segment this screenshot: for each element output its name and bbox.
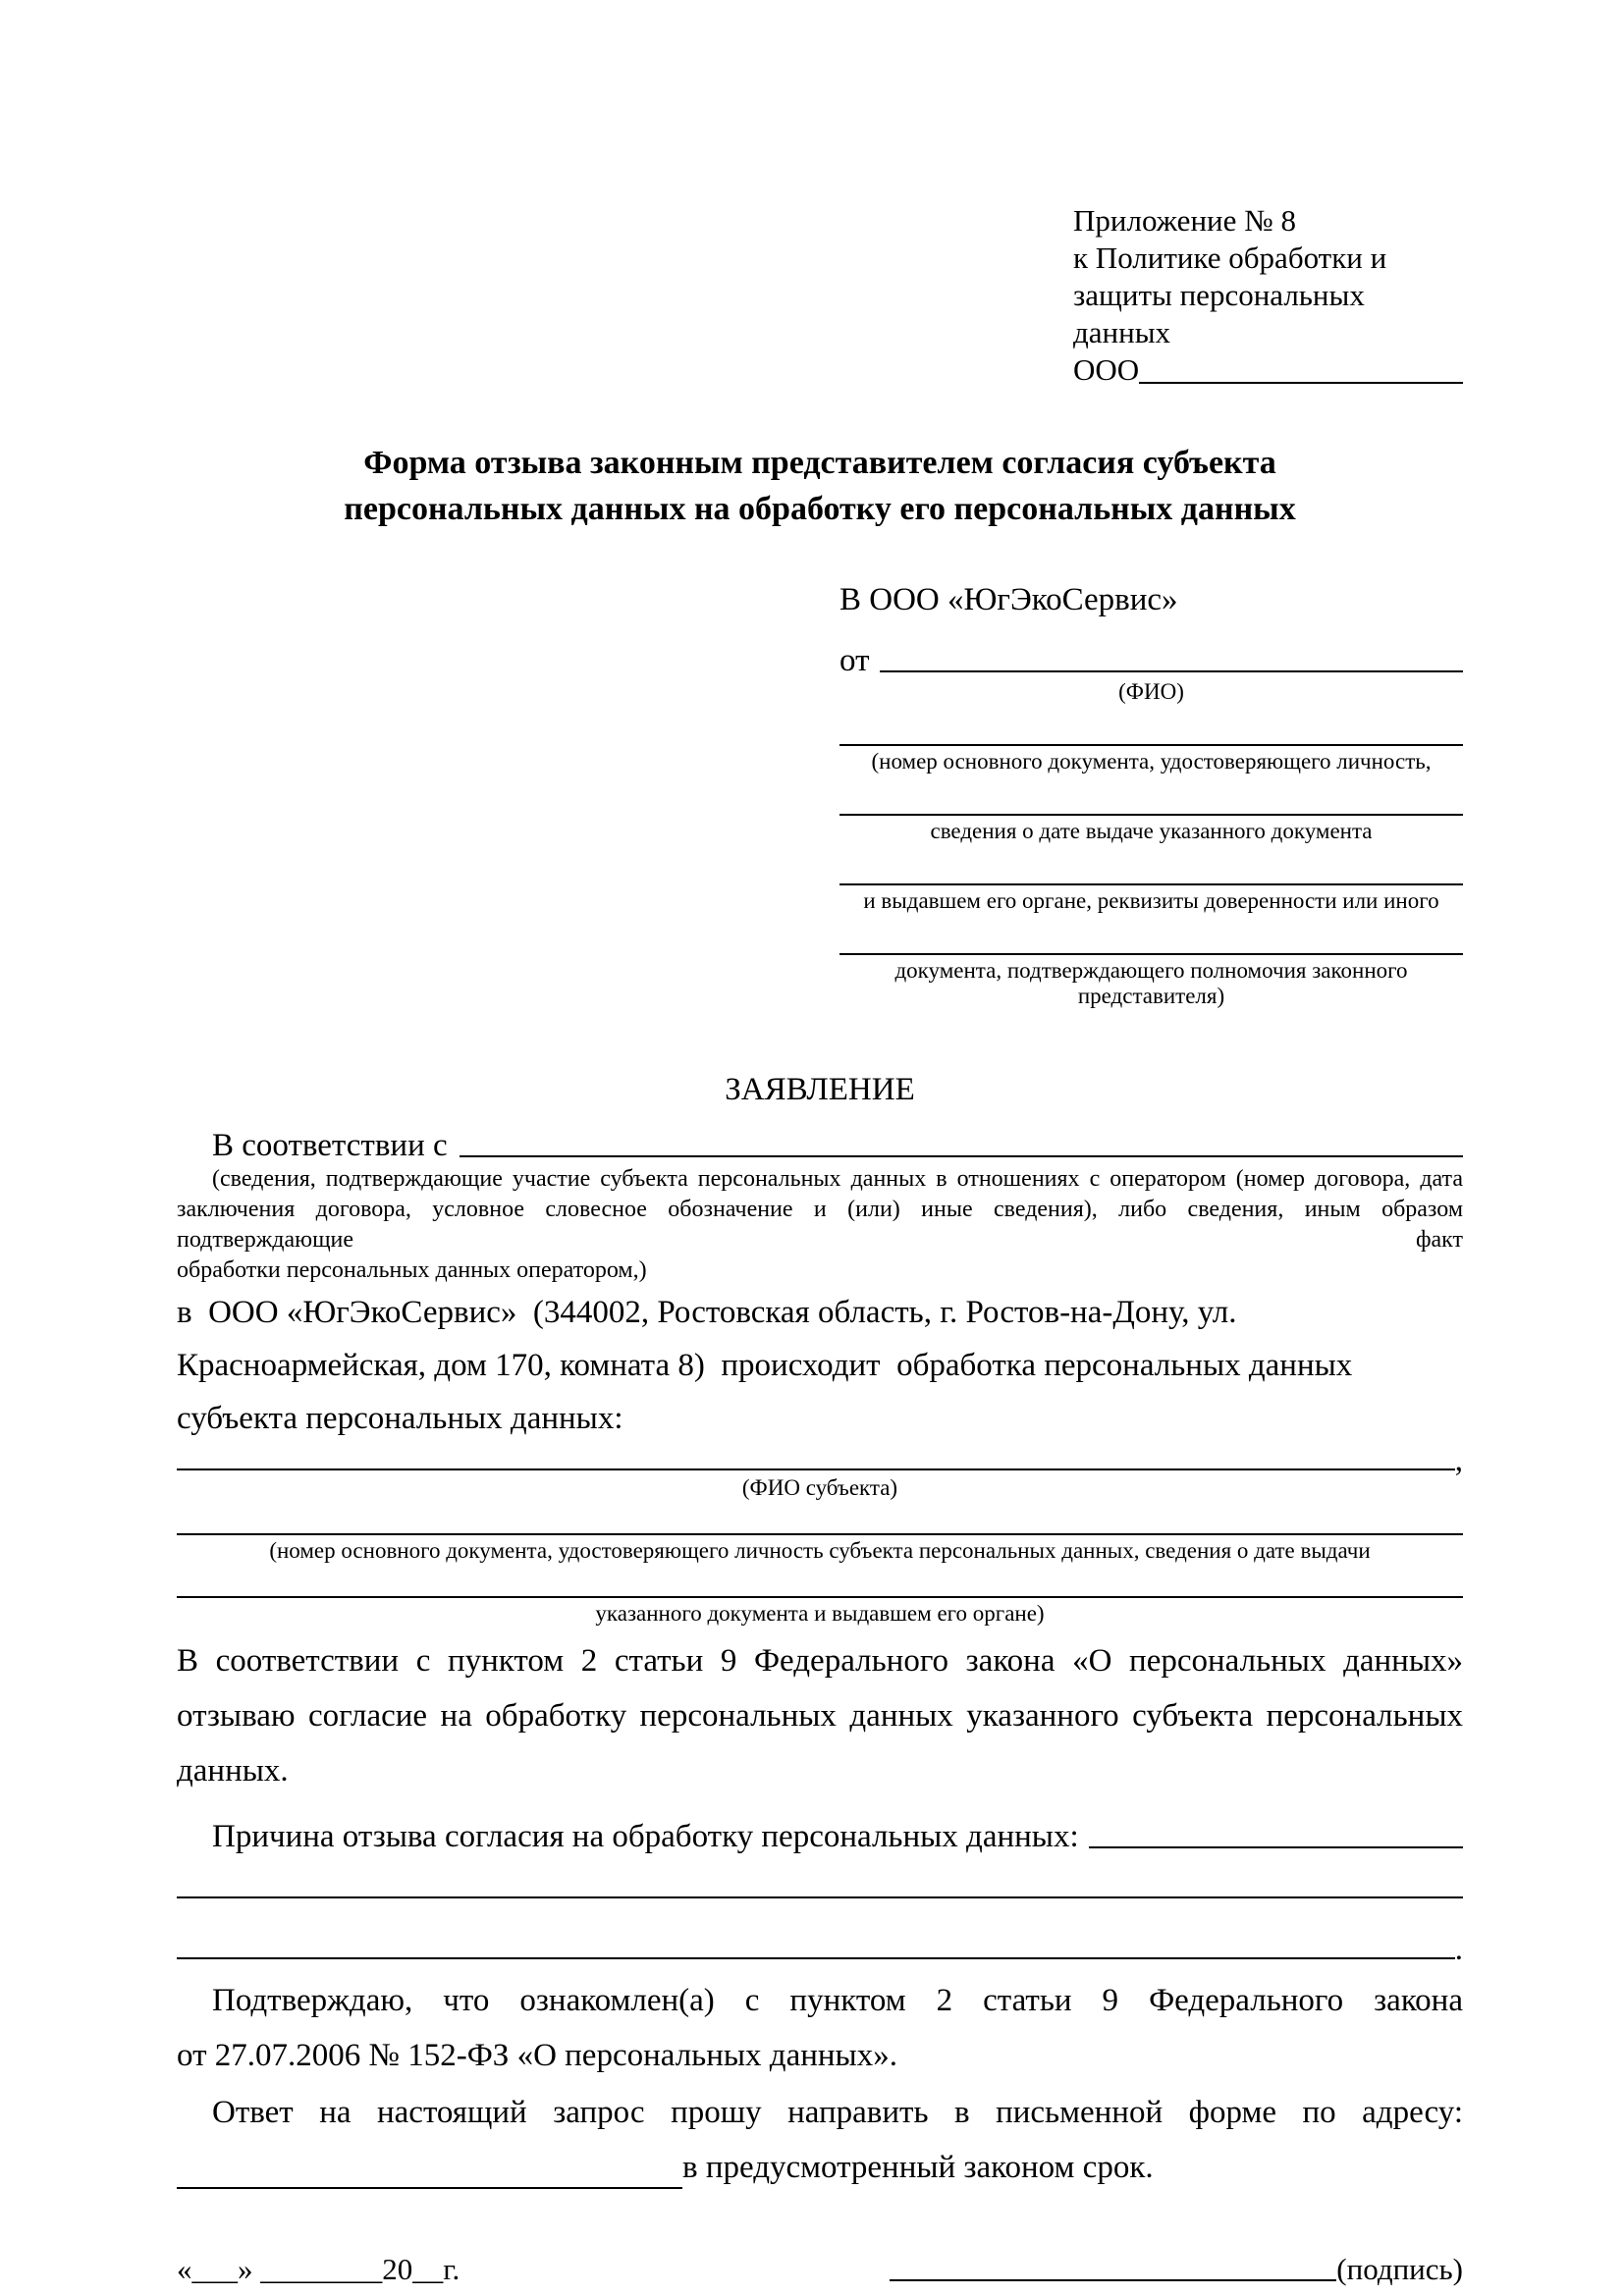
- signature-block: [890, 2250, 1463, 2289]
- reason-field: [1089, 1831, 1463, 1848]
- from-name-field: [880, 655, 1464, 672]
- withdrawal-paragraph-line: отзываю согласие на обработку персональных данных указанного субъекта персональных: [177, 1698, 1463, 1734]
- addressee-block: [839, 579, 1463, 1009]
- subject-doc-caption: указанного документа и выдавшем его органе): [595, 1601, 1045, 1626]
- according-caption-line: обработки персональных данных оператором,): [177, 1257, 647, 1283]
- representative-doc-caption: (номер основного документа, удостоверяющего личность,: [871, 749, 1432, 774]
- representative-doc-caption: сведения о дате выдаче указанного документа: [930, 819, 1373, 843]
- addressee-organization: В ООО «ЮгЭкоСервис»: [839, 582, 1178, 617]
- subject-doc-field: [177, 1520, 1463, 1535]
- according-basis-field: [460, 1140, 1463, 1157]
- subject-fio-caption: (ФИО субъекта): [741, 1475, 898, 1500]
- reason-label: Причина отзыва согласия на обработку персональных данных:: [212, 1819, 1079, 1854]
- subject-doc-field: [177, 1582, 1463, 1598]
- reason-field-row: [177, 1932, 1463, 1967]
- annex-line: Приложение № 8: [1073, 203, 1296, 238]
- reason-row: [177, 1808, 1463, 1855]
- subject-fio-comma: ,: [1454, 1443, 1463, 1478]
- confirmation-paragraph-line: от 27.07.2006 № 152-ФЗ «О персональных данных».: [177, 2038, 897, 2073]
- annex-line: к Политике обработки и: [1073, 240, 1387, 275]
- date-line: «___» ________20__г.: [177, 2252, 460, 2286]
- reply-address-row: [177, 2140, 1463, 2195]
- operator-paragraph-line: Красноармейская, дом 170, комната 8) происходит обработка персональных данных: [177, 1348, 1353, 1383]
- representative-doc-caption: документа, подтверждающего полномочия законного представителя): [894, 958, 1408, 1008]
- according-caption-line: (сведения, подтверждающие участие субъекта персональных данных в отношениях с оператором (номер договора, дата: [212, 1166, 1463, 1192]
- company-name-field: [1139, 362, 1463, 384]
- confirmation-paragraph: [177, 1973, 1463, 2083]
- confirmation-paragraph-line: Подтверждаю, что ознакомлен(а) с пунктом 2 статьи 9 Федерального закона: [212, 1983, 1463, 2018]
- representative-doc-field: [839, 800, 1463, 816]
- document-title-line: персональных данных на обработку его персональных данных: [344, 491, 1296, 527]
- reply-paragraph-tail: в предусмотренный законом срок.: [682, 2150, 1154, 2185]
- representative-doc-field: [839, 939, 1463, 955]
- signature-caption: (подпись): [1336, 2252, 1463, 2286]
- operator-paragraph-line: в ООО «ЮгЭкоСервис» (344002, Ростовская область, г. Ростов-на-Дону, ул.: [177, 1295, 1237, 1330]
- from-row: [839, 634, 1463, 679]
- reason-field-line: [177, 1883, 1463, 1898]
- withdrawal-paragraph-line: В соответствии с пунктом 2 статьи 9 Федерального закона «О персональных данных»: [177, 1643, 1463, 1679]
- representative-doc-caption: и выдавшем его органе, реквизиты доверенности или иного: [863, 888, 1439, 913]
- representative-doc-field: [839, 870, 1463, 885]
- according-row: [177, 1119, 1463, 1164]
- reason-period: .: [1454, 1932, 1463, 1967]
- from-label: от: [839, 643, 870, 678]
- statement-heading: ЗАЯВЛЕНИЕ: [725, 1072, 915, 1107]
- document-title: [177, 440, 1463, 532]
- signature-field: [890, 2266, 1336, 2281]
- according-label: В соответствии с: [212, 1128, 448, 1163]
- subject-fio-row: [177, 1443, 1463, 1478]
- according-caption: [177, 1164, 1463, 1286]
- document-title-line: Форма отзыва законным представителем согласия субъекта: [363, 445, 1276, 481]
- according-caption-line: заключения договора, условное словесное обозначение и (или) иные сведения), либо сведения, иным образом подтверждающие факт: [177, 1197, 1463, 1253]
- reply-address-field: [177, 2171, 682, 2189]
- footer-row: [177, 2250, 1463, 2289]
- representative-doc-field: [839, 730, 1463, 746]
- operator-paragraph-line: субъекта персональных данных:: [177, 1401, 623, 1436]
- fio-caption: (ФИО): [1118, 679, 1184, 704]
- subject-fio-field: [177, 1451, 1455, 1470]
- annex-block: [1073, 0, 1463, 389]
- operator-paragraph: [177, 1286, 1463, 1445]
- subject-doc-caption: (номер основного документа, удостоверяющего личность субъекта персональных данных, сведения о дате выдачи: [269, 1538, 1371, 1563]
- annex-line: защиты персональных данных: [1073, 278, 1365, 349]
- withdrawal-paragraph-line: данных.: [177, 1753, 289, 1789]
- withdrawal-paragraph: [177, 1633, 1463, 1798]
- reason-field-line: [177, 1944, 1455, 1959]
- reply-paragraph: [177, 2085, 1463, 2195]
- company-prefix-label: ООО: [1073, 352, 1140, 387]
- reply-paragraph-line: Ответ на настоящий запрос прошу направить в письменной форме по адресу:: [212, 2095, 1463, 2130]
